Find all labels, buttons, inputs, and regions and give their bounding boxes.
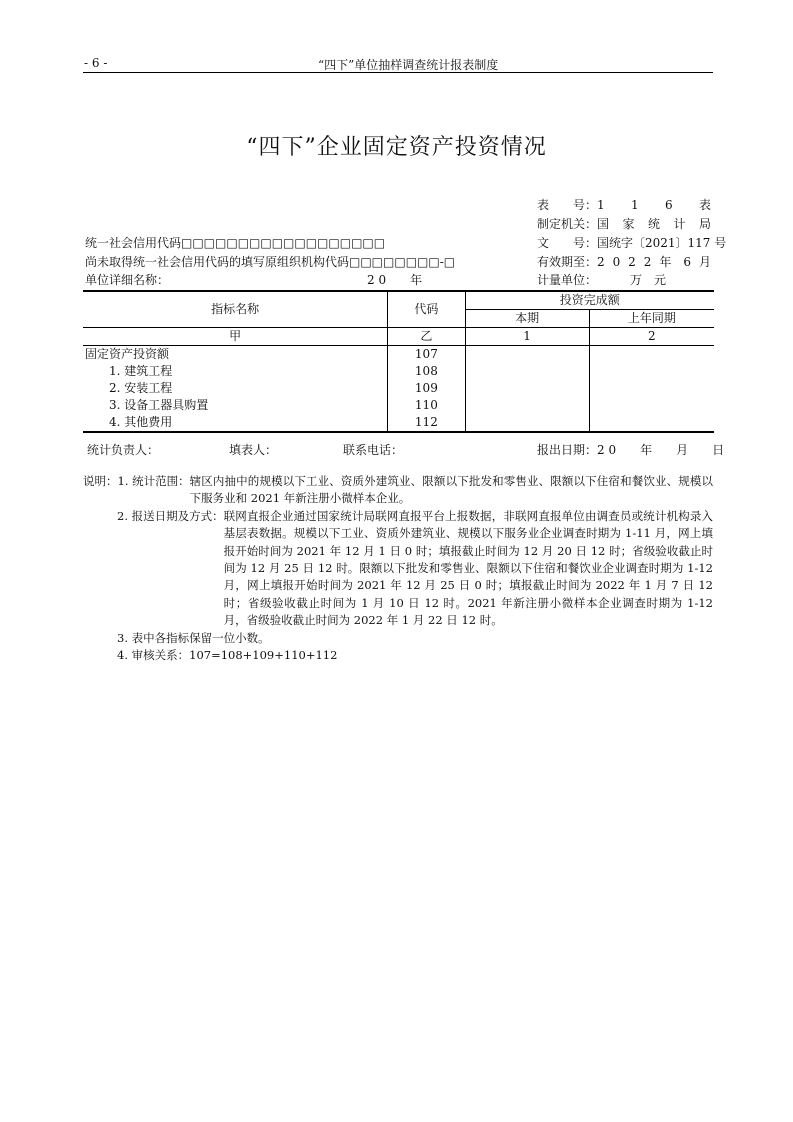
notes-prefix: 说明： (83, 474, 118, 488)
cell-current-108[interactable] (465, 363, 589, 380)
page-number: - 6 - (84, 56, 108, 70)
table-no-label: 表 号： (537, 198, 598, 212)
table-row (83, 346, 714, 364)
row-name: 2. 安装工程 (109, 381, 173, 395)
table-row (83, 380, 714, 397)
investment-table (83, 290, 714, 433)
note-2-label: 2. 报送日期及方式： (117, 508, 224, 523)
sub-header-current: 1 (465, 328, 589, 346)
cell-previous-112[interactable] (589, 414, 714, 432)
cell-previous-109[interactable] (589, 380, 714, 397)
row-code: 112 (388, 414, 465, 432)
unit-label: 计量单位： (537, 273, 598, 287)
unit-name-label: 单位详细名称： (85, 273, 170, 287)
note-1 (83, 473, 713, 508)
col-header-current: 本期 (465, 310, 589, 328)
row-code: 108 (388, 363, 465, 380)
doc-no-value: 国统字〔2021〕117 号 (597, 236, 727, 250)
row-code: 109 (388, 380, 465, 397)
cell-previous-110[interactable] (589, 397, 714, 414)
row-name: 固定资产投资额 (85, 347, 170, 361)
valid-label: 有效期至： (537, 255, 598, 269)
row-code: 107 (388, 346, 465, 364)
sub-header-previous: 2 (589, 328, 714, 346)
row-code: 110 (388, 397, 465, 414)
col-header-name: 指标名称 (83, 291, 388, 328)
note-2-text: 联网直报企业通过国家统计局联网直报平台上报数据，非联网直报单位由调查员或统计机构录入基层表数据。规模以下工业、资质外建筑业、规模以下服务业企业调查时期为 1-11 月，网上填报开始时间为 2021 年 12 月 1 日 0 时；填报截止时间为 12 月 20 日 12 时；省级验收截止时间为 12 月 25 日 12 时。限额以下批发和零售业、限额以下住宿和餐饮业企业调查时期为 1-12 月，网上填报开始时间为 2021 年 12 月 25 日 0 时；填报截止时间为 2022 年 1 月 7 日 12 时；省级验收截止时间为 1 月 10 日 12 时。2021 年新注册小微样本企业调查时期为 1-12 月，省级验收截止时间为 2022 年 1 月 22 日 12 时。 (223, 508, 713, 628)
filler-label: 填表人： (229, 443, 278, 457)
year-field[interactable]: 2 0 年 (367, 273, 423, 287)
note-4: 4. 审核关系：107=108+109+110+112 (117, 648, 338, 663)
sub-header-name: 甲 (83, 328, 388, 346)
note-2 (83, 508, 713, 630)
note-1-label: 1. 统计范围： (117, 474, 190, 488)
authority-label: 制定机关： (537, 217, 598, 231)
cell-current-110[interactable] (465, 397, 589, 414)
cell-current-107[interactable] (465, 346, 589, 364)
cell-current-112[interactable] (465, 414, 589, 432)
cell-previous-108[interactable] (589, 363, 714, 380)
table-row (83, 363, 714, 380)
form-title: “四下”企业固定资产投资情况 (246, 135, 547, 160)
stat-officer-label: 统计负责人： (87, 443, 160, 457)
running-title: “四下”单位抽样调查统计报表制度 (318, 58, 499, 72)
cell-current-109[interactable] (465, 380, 589, 397)
doc-no-label: 文 号： (537, 236, 598, 250)
valid-value: 2 0 2 2 年 6 月 (597, 255, 711, 269)
cell-previous-107[interactable] (589, 346, 714, 364)
table-row (83, 414, 714, 432)
phone-label: 联系电话： (343, 443, 404, 457)
credit-code-field[interactable]: 统一社会信用代码□□□□□□□□□□□□□□□□□□ (85, 236, 386, 250)
row-name: 4. 其他费用 (83, 414, 388, 432)
report-date-label: 报出日期：2 0 年 月 日 (537, 443, 725, 457)
sub-header-code: 乙 (388, 328, 465, 346)
row-name: 1. 建筑工程 (109, 364, 173, 378)
notes-section (83, 473, 713, 664)
note-3: 3. 表中各指标保留一位小数。 (117, 630, 270, 645)
col-header-code: 代码 (388, 291, 465, 328)
col-header-previous: 上年同期 (589, 310, 714, 328)
authority-value: 国 家 统 计 局 (597, 217, 711, 231)
table-no-value: 1 1 6 表 (597, 198, 711, 212)
col-header-group: 投资完成额 (465, 291, 714, 310)
org-code-field[interactable]: 尚未取得统一社会信用代码的填写原组织机构代码□□□□□□□□-□ (85, 255, 456, 269)
note-1-text: 辖区内抽中的规模以下工业、资质外建筑业、限额以下批发和零售业、限额以下住宿和餐饮业、规模以下服务业和 2021 年新注册小微样本企业。 (189, 474, 713, 506)
header-rule (83, 72, 713, 73)
table-row (83, 397, 714, 414)
unit-value: 万 元 (630, 273, 667, 287)
row-name: 3. 设备工器具购置 (109, 398, 209, 412)
